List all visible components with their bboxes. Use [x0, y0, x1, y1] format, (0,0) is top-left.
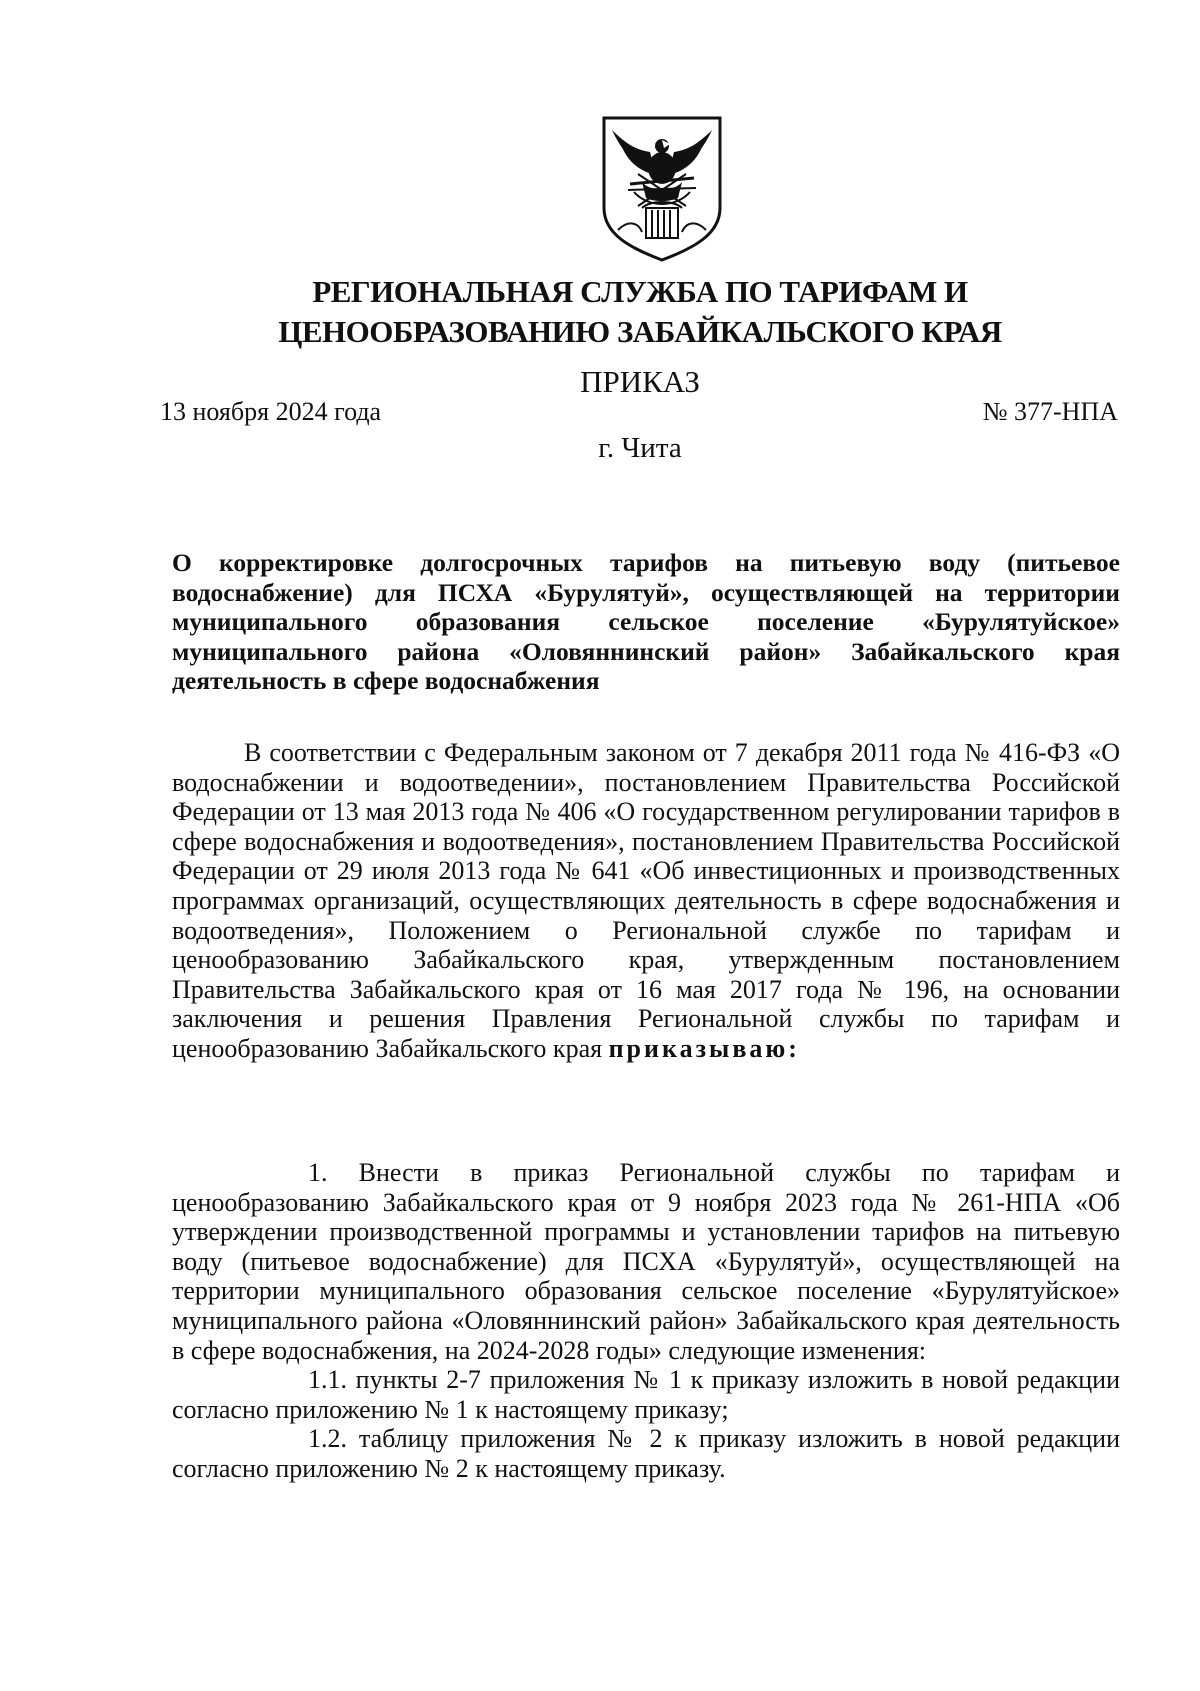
- item-text: пункты 2-7 приложения № 1 к приказу изложить в новой редакции согласно приложению № 1 к настоящему приказу;: [172, 1365, 1120, 1424]
- item-number: 1.2.: [308, 1424, 347, 1454]
- resolution-word: приказываю:: [608, 1033, 800, 1063]
- coat-of-arms-icon: [598, 112, 726, 264]
- item-text: таблицу приложения № 2 к приказу изложить в новой редакции согласно приложению № 2 к настоящему приказу.: [172, 1424, 1120, 1483]
- order-city: г. Чита: [598, 432, 682, 464]
- organization-title-line-1: РЕГИОНАЛЬНАЯ СЛУЖБА ПО ТАРИФАМ И: [312, 274, 968, 309]
- order-subject: О корректировке долгосрочных тарифов на питьевую воду (питьевое водоснабжение) для ПСХА «Бурулятуй», осуществляющей на территории муниципального образования сельское поселение «Бурулятуйское» муниципального района «Оловяннинский район» Забайкальского края деятельность в сфере водоснабжения: [172, 548, 1120, 695]
- item-text: Внести в приказ Региональной службы по тарифам и ценообразованию Забайкальского края от 9 ноября 2023 года № 261-НПА «Об утверждении производственной программы и установлении тарифов на питьевую воду (питьевое водоснабжение) для ПСХА «Бурулятуй», осуществляющей на территории муниципального образования сельское поселение «Бурулятуйское» муниципального района «Оловяннинский район» Забайкальского края деятельность в сфере водоснабжения, на 2024-2028 годы» следующие изменения:: [172, 1158, 1120, 1365]
- item-number: 1.: [308, 1158, 328, 1187]
- item-number: 1.1.: [308, 1365, 347, 1395]
- list-item: [172, 1424, 1120, 1483]
- preamble: [172, 738, 1120, 1064]
- list-item: [172, 1365, 1120, 1424]
- organization-title: [160, 272, 1120, 352]
- organization-title-line-2: ЦЕНООБРАЗОВАНИЮ ЗАБАЙКАЛЬСКОГО КРАЯ: [278, 314, 1002, 349]
- order-date: 13 ноября 2024 года: [160, 397, 382, 426]
- document-type: ПРИКАЗ: [580, 364, 700, 399]
- list-item: [172, 1158, 1120, 1365]
- order-number: № 377-НПА: [982, 397, 1118, 426]
- order-items: [172, 1158, 1120, 1484]
- preamble-text: В соответствии с Федеральным законом от 7 декабря 2011 года № 416-ФЗ «О водоснабжении и водоотведении», постановлением Правительства Российской Федерации от 13 мая 2013 года № 406 «О государственном регулировании тарифов в сфере водоснабжения и водоотведения», постановлением Правительства Российской Федерации от 29 июля 2013 года № 641 «Об инвестиционных и производственных программах организаций, осуществляющих деятельность в сфере водоснабжения и водоотведения», Положением о Региональной службе по тарифам и ценообразованию Забайкальского края, утвержденным постановлением Правительства Забайкальского края от 16 мая 2017 года № 196, на основании заключения и решения Правления Региональной службы по тарифам и ценообразованию Забайкальского края: [172, 738, 1120, 1063]
- preamble-paragraph: [172, 738, 1120, 1064]
